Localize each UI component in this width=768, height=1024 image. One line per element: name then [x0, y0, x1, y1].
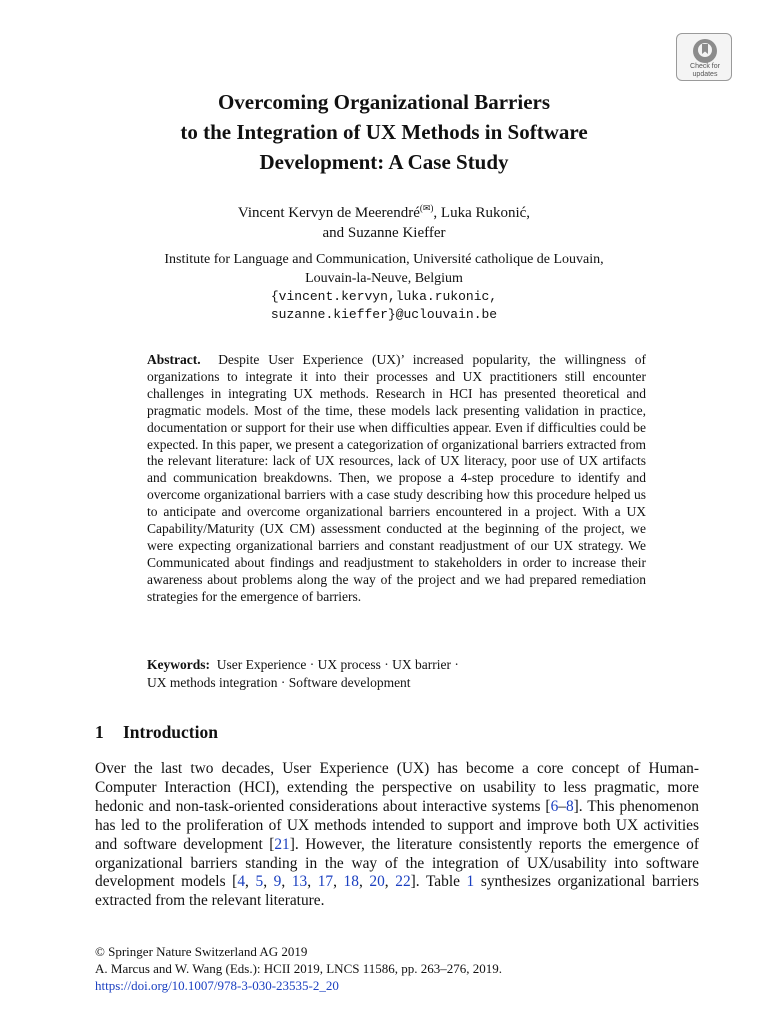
- citation-link[interactable]: 20: [369, 873, 385, 891]
- author-name: Vincent Kervyn de Meerendré: [237, 205, 420, 221]
- intro-paragraph: Over the last two decades, User Experience (UX) has become a core concept of Human-Computer Interaction (HCI), extending the perspective on usability to less pragmatic, more hedonic and non-task-oriented considerations about interactive systems [6–8]. This phenomenon has led to the proliferation of UX methods intended to support and improve both UX activities and software development [21]. However, the literature consistently reports the emergence of organizational barriers standing in the way of the integration of UX/usability into software development models [4, 5, 9, 13, 17, 18, 20, 22]. Table 1 synthesizes organizational barriers extracted from the relevant literature.: [95, 760, 700, 910]
- doi-link[interactable]: https://doi.org/10.1007/978-3-030-23535-2_20: [95, 978, 339, 993]
- author-names: , Luka Rukonić,: [433, 205, 531, 221]
- author-emails: [0, 288, 768, 324]
- section-title: Introduction: [123, 722, 218, 742]
- affiliation-line: Louvain-la-Neuve, Belgium: [305, 271, 463, 286]
- title-line: Development: A Case Study: [259, 150, 509, 174]
- keywords-line: User Experience · UX process · UX barrier ·: [216, 657, 459, 672]
- title-line: to the Integration of UX Methods in Software: [180, 120, 588, 144]
- author-list: [0, 198, 768, 243]
- keywords: [147, 656, 646, 692]
- citation-link[interactable]: 6: [550, 797, 559, 815]
- mail-icon: (✉): [419, 203, 434, 213]
- affiliation-line: Institute for Language and Communication, Université catholique de Louvain,: [164, 252, 604, 267]
- citation-link[interactable]: 5: [255, 873, 264, 891]
- section-heading: [95, 720, 218, 744]
- abstract: [147, 352, 646, 606]
- copyright-line: © Springer Nature Switzerland AG 2019: [95, 944, 308, 959]
- affiliation: [0, 250, 768, 288]
- keywords-line: UX methods integration · Software development: [147, 675, 411, 690]
- citation-link[interactable]: 4: [237, 873, 246, 891]
- abstract-text: Despite User Experience (UX)’ increased popularity, the willingness of organizations to integrate it into their processes and UX practitioners still encounter challenges in integrating UX methods. Research in HCI has presented theoretical and pragmatic models. Most of the time, these models lack presenting validation in practice, documentation or support for their use when difficulties appear. Even if difficulties could be expected. In this paper, we present a categorization of organizational barriers extracted from the relevant literature: lack of UX resources, lack of UX literacy, poor use of UX artifacts and communication breakdowns. Then, we propose a 4-step procedure to identify and overcome organizational barriers with a case study describing how this procedure helped us to anticipate and overcome organizational barriers encountered in a project. With a UX Capability/Maturity (UX CM) assessment conducted at the beginning of the project, we were expecting organizational barriers and constant readjustment of our UX strategy. We Communicated about findings and readjustment to stakeholders in order to increase their awareness about problems along the way of the project and we had prepared remediation strategies for the emergence of barriers.: [147, 352, 647, 604]
- email-line: {vincent.kervyn,luka.rukonic,: [270, 289, 498, 304]
- citation-link[interactable]: 22: [395, 873, 411, 891]
- check-for-updates-badge[interactable]: [676, 33, 732, 81]
- email-line: suzanne.kieffer}@uclouvain.be: [270, 307, 498, 322]
- badge-label: Check for updates: [690, 63, 720, 78]
- bookmark-ribbon-icon: [692, 38, 718, 64]
- citation-link[interactable]: 17: [317, 873, 334, 891]
- page-footer: [95, 943, 502, 994]
- table-reference-link[interactable]: 1: [466, 873, 475, 891]
- section-number: 1: [95, 722, 104, 742]
- citation-link[interactable]: 8: [565, 797, 574, 815]
- citation-link[interactable]: 9: [273, 873, 282, 891]
- citation-link[interactable]: 18: [343, 873, 359, 891]
- title-line: Overcoming Organizational Barriers: [217, 90, 551, 114]
- citation-line: A. Marcus and W. Wang (Eds.): HCII 2019, LNCS 11586, pp. 263–276, 2019.: [95, 961, 502, 976]
- paper-title: [0, 87, 768, 177]
- citation-link[interactable]: 21: [274, 835, 290, 853]
- authors-line-1: [0, 198, 768, 223]
- keywords-label: Keywords:: [147, 657, 210, 672]
- abstract-label: Abstract.: [147, 352, 201, 367]
- authors-line-2: and Suzanne Kieffer: [322, 225, 446, 241]
- citation-link[interactable]: 13: [291, 873, 308, 891]
